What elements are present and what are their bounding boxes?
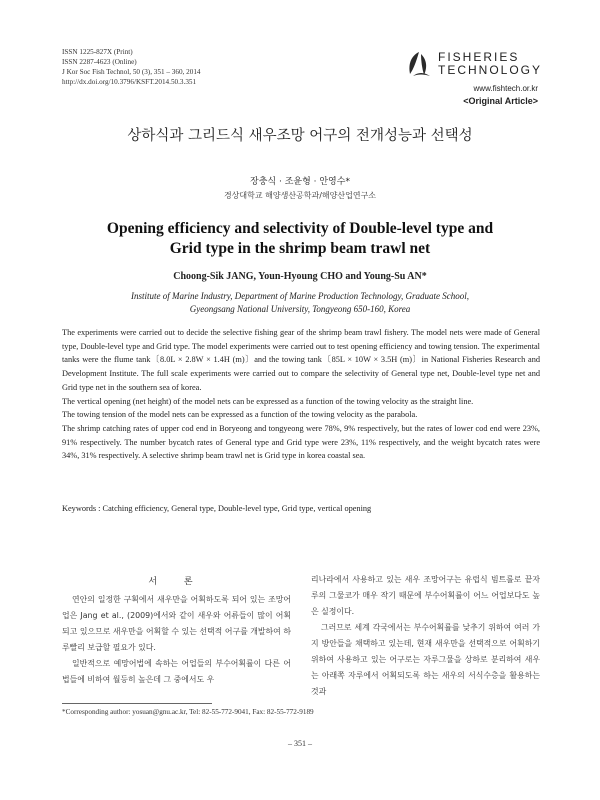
- body-paragraph: 일반적으로 예망어법에 속하는 어업들의 부수어획률이 다른 어법들에 비하여 월등히 높은데 그 중에서도 우: [62, 659, 291, 684]
- body-column-right: [311, 572, 540, 700]
- abstract-paragraph: The vertical opening (net height) of the model nets can be expressed as a function of the towing velocity as the straight line.: [62, 396, 474, 406]
- page-number: – 351 –: [288, 739, 312, 748]
- english-title-line-2: Grid type in the shrimp beam trawl net: [169, 240, 431, 257]
- korean-authors: 장충식 · 조윤형 · 안영수*: [250, 177, 350, 187]
- logo-line-fisheries: FISHERIES: [438, 50, 520, 64]
- keywords: Keywords : Catching efficiency, General type, Double-level type, Grid type, vertical opening: [62, 504, 372, 513]
- corresponding-author-footnote: *Corresponding author: yosuan@gnu.ac.kr, Tel: 82-55-772-9041, Fax: 82-55-772-9189: [62, 708, 314, 716]
- article-type: <Original Article>: [463, 96, 538, 106]
- english-affiliation: [80, 290, 520, 316]
- korean-title: 상하식과 그리드식 새우조망 어구의 전개성능과 선택성: [127, 128, 473, 144]
- footnote-divider: [62, 703, 212, 704]
- abstract-paragraph: The shrimp catching rates of upper cod end in Boryeong and tongyeong were 78%, 9% respectively, but the rates of lower cod end were 23%, 91% respectively. The number bycatch rates of General type and Grid type were 23%, 11% respectively, and the weight bycatch rates were 34%, 31% respectively. A selective shrimp beam trawl net is Grid type in korea coastal sea.: [62, 423, 540, 461]
- english-title-line-1: Opening efficiency and selectivity of Double-level type and: [106, 220, 494, 237]
- body-paragraph: 리나라에서 사용하고 있는 새우 조망어구는 유럽식 빔트롤로 끝자루의 그물코가 매우 작기 때문에 부수어획률이 어느 어업보다도 높은 실정이다.: [311, 575, 540, 616]
- citation: J Kor Soc Fish Technol, 50 (3), 351 – 360, 2014: [62, 68, 201, 76]
- english-affiliation-line-2: Gyeongsang National University, Tongyeong 650-160, Korea: [189, 304, 411, 314]
- section-heading: 서 론: [148, 577, 205, 587]
- abstract-paragraph: The experiments were carried out to decide the selective fishing gear of the shrimp beam trawl fishery. The model nets were made of General type, Double-level type and Grid type. The model experiments were carried out to test opening efficiency and towing tension. The experimental tanks were the flume tank〔8.0L × 2.8W × 1.4H (m)〕and the towing tank〔85L × 10W × 3.5H (m)〕in National Fisheries Research and Development Institute. The full scale experiments were carried out to compare the selectivity of General type net, Double-level type net and Grid type net in the southern sea of korea.: [62, 328, 540, 392]
- english-title: [60, 219, 540, 259]
- body-paragraph: 연안의 일정한 구획에서 새우만을 어획하도록 되어 있는 조망어업은 Jang et al., (2009)에서와 같이 새우와 어류들이 많이 어획되고 있으므로 새우만을 어획할 수 있는 선택적 어구를 개발하여 하루빨리 보급할 필요가 있다.: [62, 595, 291, 652]
- body-column-left: [62, 574, 291, 688]
- issn-print: ISSN 1225-827X (Print): [62, 48, 133, 56]
- fish-logo-icon: [404, 50, 434, 78]
- abstract-paragraph: The towing tension of the model nets can be expressed as a function of the towing velocity as the parabola.: [62, 410, 418, 420]
- english-authors: Choong-Sik JANG, Youn-Hyoung CHO and Young-Su AN*: [173, 271, 427, 282]
- body-paragraph: 그러므로 세계 각국에서는 부수어획률를 낮추기 위하여 여러 가지 방안들을 채택하고 있는데, 현재 새우만을 선택적으로 어획하기 위하여 사용하고 있는 어구로는 자루그물을 상하로 분리하여 새우는 아래쪽 자루에서 어획되도록 하는 새우의 서식수층을 활용하는 것과: [311, 623, 540, 696]
- logo-line-technology: TECHNOLOGY: [438, 63, 543, 77]
- doi-link[interactable]: http://dx.doi.org/10.3796/KSFT.2014.50.3.351: [62, 78, 197, 86]
- issn-online: ISSN 2287-4623 (Online): [62, 58, 137, 66]
- journal-meta: [62, 47, 201, 87]
- abstract: [62, 326, 540, 463]
- journal-logo: [398, 50, 543, 110]
- english-affiliation-line-1: Institute of Marine Industry, Department of Marine Production Technology, Graduate School,: [130, 291, 470, 301]
- korean-affiliation: 경상대학교 해양생산공학과/해양산업연구소: [223, 191, 377, 200]
- journal-url[interactable]: www.fishtech.or.kr: [473, 84, 538, 93]
